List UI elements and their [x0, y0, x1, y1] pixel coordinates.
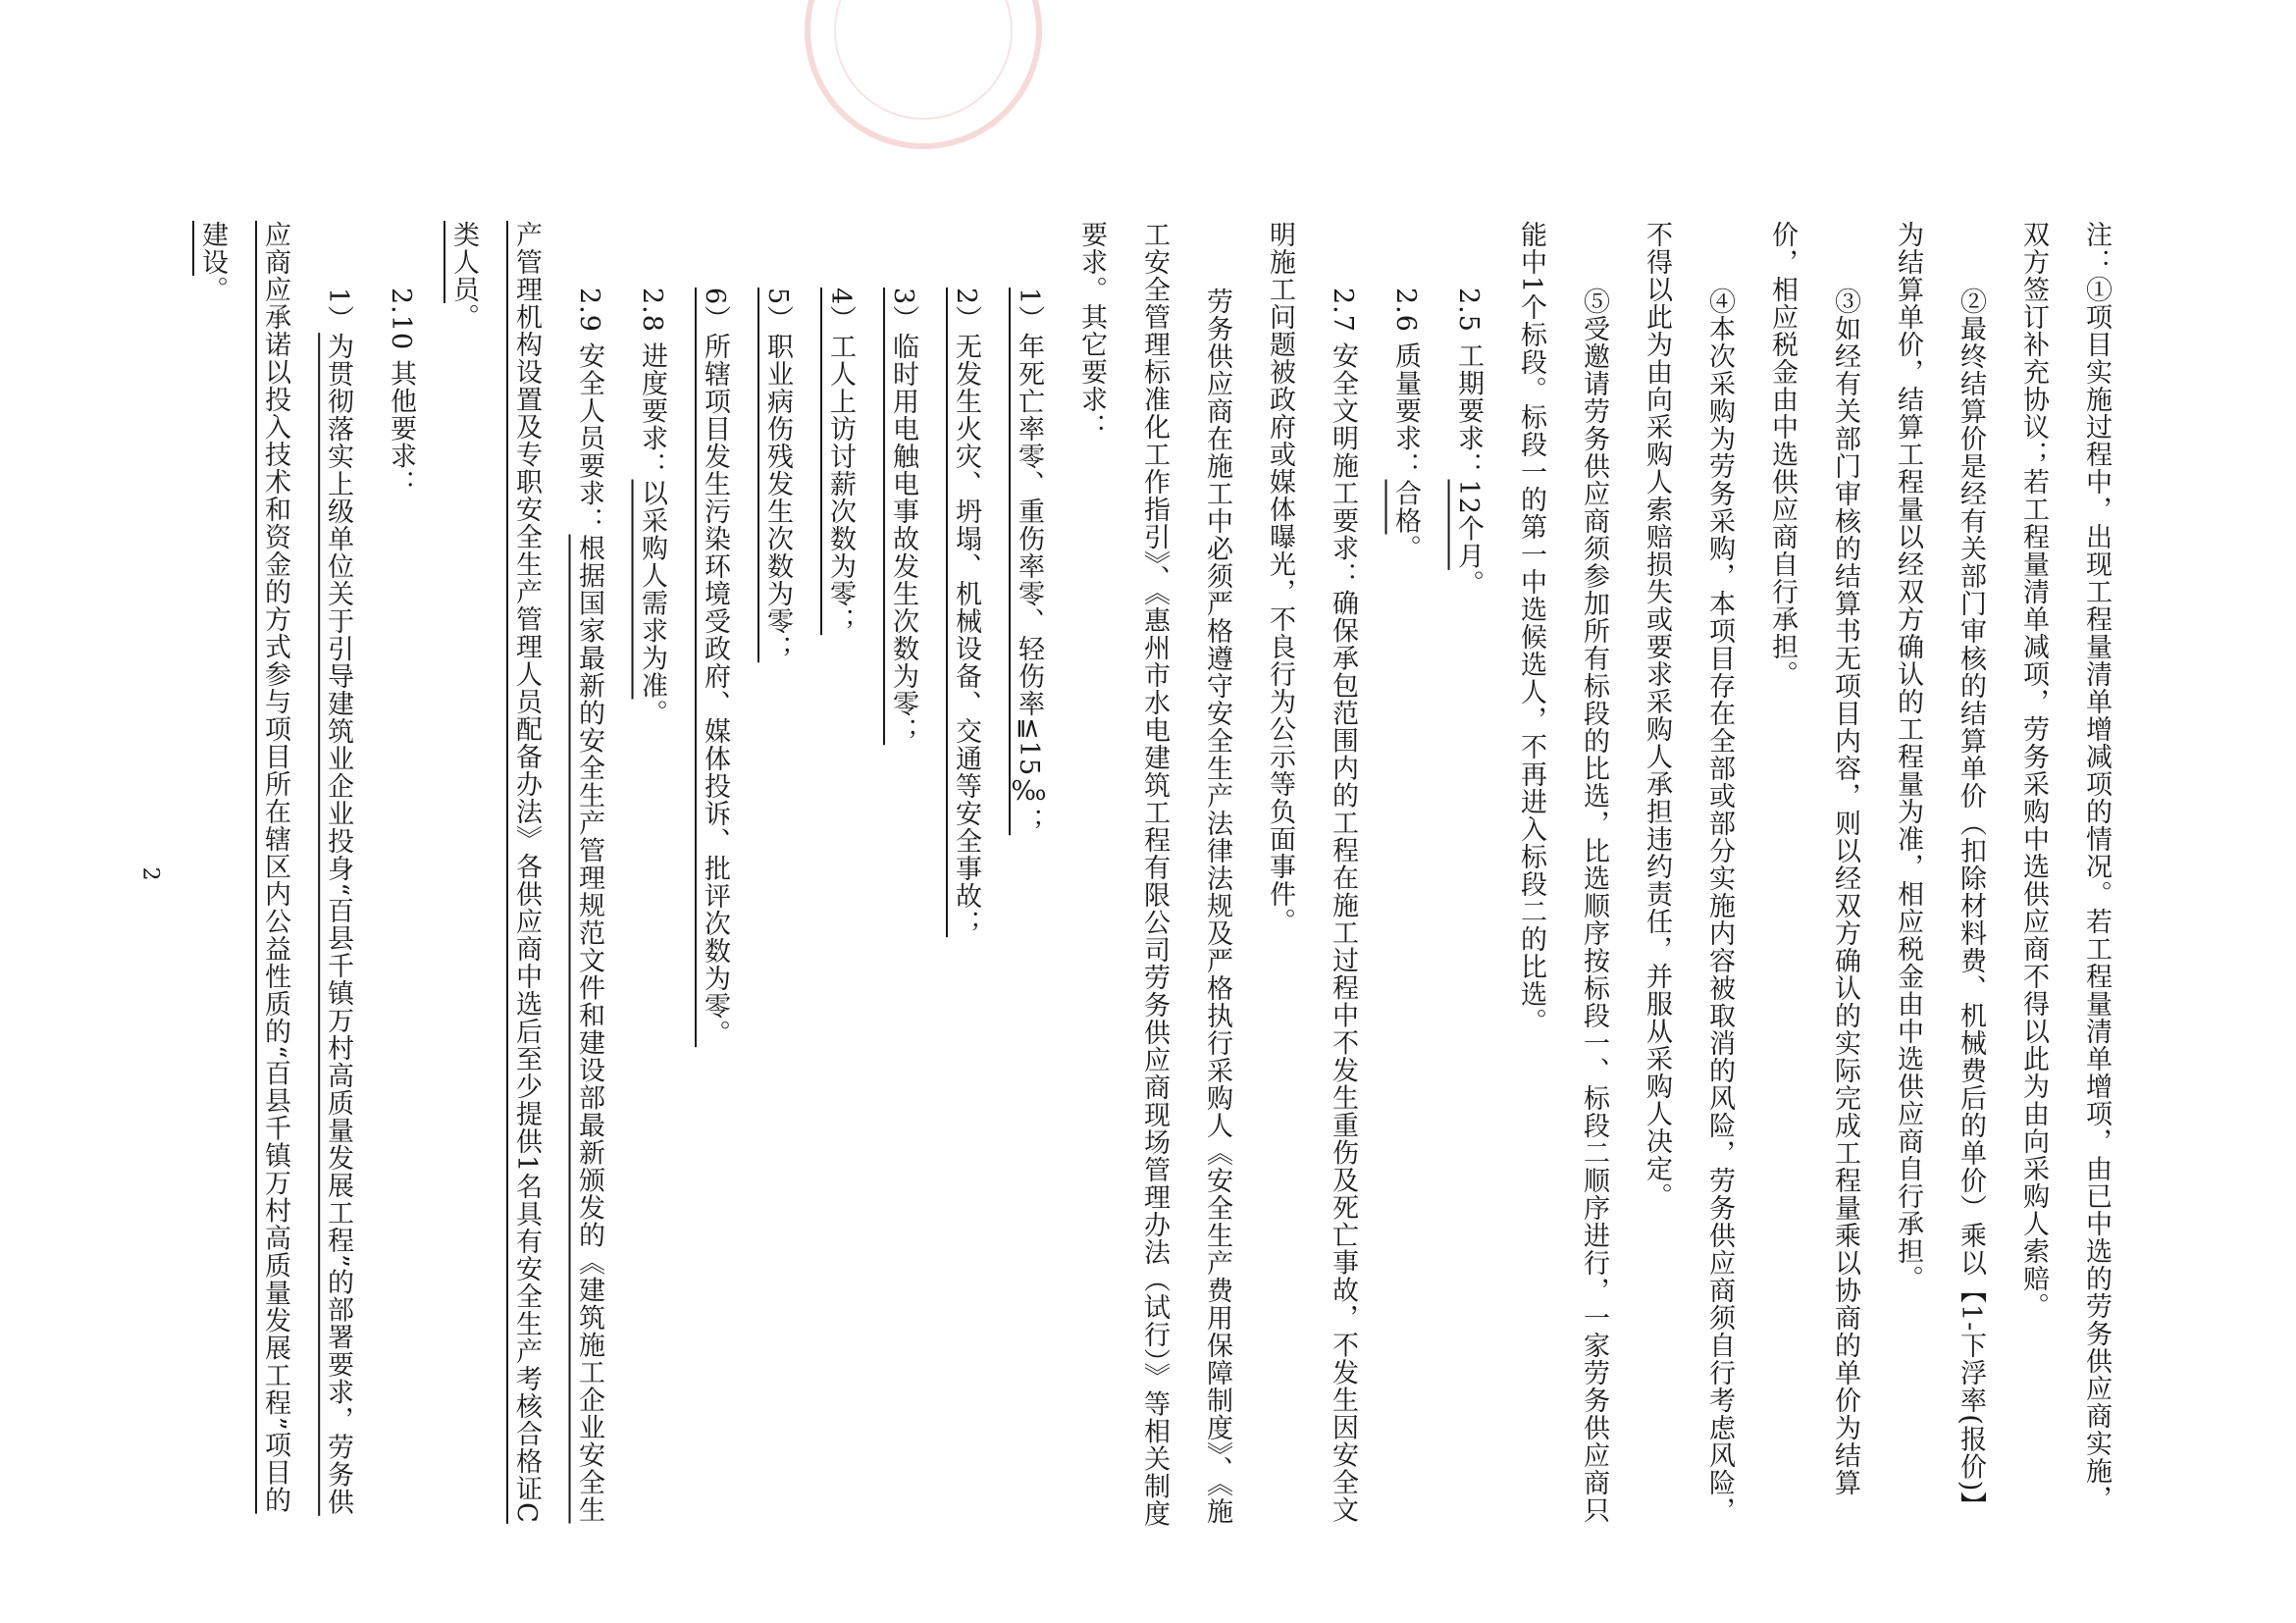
requirement-3	[871, 221, 934, 1536]
requirement-1	[997, 221, 1060, 1536]
red-seal-stamp	[805, 0, 1042, 149]
requirement-5-text: 5）职业病伤残发生次数为零；	[762, 287, 793, 662]
section-2-9-label: 2.9 安全人员要求：	[574, 287, 604, 535]
section-2-8-end: 。	[637, 699, 667, 727]
requirement-2-text: 2）无发生火灾、坍塌、机械设备、交通等安全事故；	[951, 287, 981, 937]
section-2-5-value: 12个月	[1453, 479, 1484, 570]
requirement-1-text: 1）年死亡率零、重伤率零、轻伤率≦15‰；	[1014, 287, 1044, 835]
section-2-7-continued: 劳务供应商在施工中必须严格遵守安全生产法律法规及严格执行采购人《安全生产费用保障制度》、《施工安全管理标准化工作指引》、《惠州市水电建筑工程有限公司劳务供应商现场管理办法（试行）》等相关制度要求。其它要求：	[1076, 221, 1232, 1528]
note-1: 注：①项目实施过程中，出现工程量清单增减项的情况。若工程量清单增项，由已中选的劳务供应商实施，双方签订补充协议；若工程量清单减项，劳务采购中选供应商不得以此为由向采购人索赔。	[2018, 221, 2112, 1512]
requirement-2	[934, 221, 997, 1536]
section-2-8	[620, 221, 683, 1536]
requirement-6	[683, 221, 746, 1536]
note-3: ③如经有关部门审核的结算书无项目内容，则以经双方确认的实际完成工程量乘以协商的单价为结算价，相应税金由中选供应商自行承担。	[1767, 221, 1860, 1496]
section-2-6-value: 合格	[1390, 479, 1421, 535]
other-requirement-1-prefix: 1）	[323, 287, 353, 333]
note-2: ②最终结算价是经有关部门审核的结算单价（扣除材料费、机械费后的单价）乘以【1-下浮率(报价)】为结算单价，结算工程量以经双方确认的工程量为准，相应税金由中选供应商自行承担。	[1893, 221, 1986, 1519]
section-2-6	[1374, 221, 1436, 1536]
section-2-7: 2.7 安全文明施工要求：确保承包范围内的工程在施工过程中不发生重伤及死亡事故，不发生因安全文明施工问题被政府或媒体曝光，不良行为公示等负面事件。	[1265, 221, 1358, 1524]
document-body	[197, 221, 2127, 1536]
section-2-6-end: 。	[1390, 534, 1421, 562]
page-number: 2	[137, 866, 163, 881]
section-2-5-end: 。	[1453, 569, 1484, 598]
other-requirement-1	[181, 221, 369, 1536]
requirement-6-text: 6）所辖项目发生污染环境受政府、媒体投诉、批评次数为零。	[700, 287, 730, 1047]
section-2-8-value: 以采购人需求为准	[637, 479, 667, 700]
section-2-5-label: 2.5 工期要求：	[1453, 287, 1484, 480]
requirement-5	[746, 221, 809, 1536]
section-2-8-label: 2.8 进度要求：	[637, 287, 667, 480]
section-2-9	[432, 221, 620, 1536]
section-2-5	[1436, 221, 1499, 1536]
requirement-4	[809, 221, 871, 1536]
section-2-10: 2.10 其他要求：	[386, 287, 416, 497]
other-requirement-1-end: 。	[197, 276, 228, 303]
requirement-4-text: 4）工人上访讨薪次数为零；	[825, 287, 856, 635]
section-2-9-value: 根据国家最新的安全生产管理规范文件和建设部最新颁发的《建筑施工企业安全生产管理机构设置及专职安全生产管理人员配备办法》各供应商中选后至少提供1名具有安全生产考核合格证C类人员	[448, 221, 604, 1524]
note-5: ⑤受邀请劳务供应商须参加所有标段的比选，比选顺序按标段一、标段二顺序进行，一家劳务供应商只能中1个标段。标段一的第一中选候选人，不再进入标段二的比选。	[1516, 221, 1609, 1524]
note-4: ④本次采购为劳务采购，本项目存在全部或部分实施内容被取消的风险，劳务供应商须自行考虑风险，不得以此为由向采购人索赔损失或要求采购人承担违约责任，并服从采购人决定。	[1642, 221, 1735, 1524]
other-requirement-1-text: 为贯彻落实上级单位关于引导建筑业企业投身“百县千镇万村高质量发展工程”的部署要求，劳务供应商应承诺以投入技术和资金的方式参与项目所在辖区内公益性质的“百县千镇万村高质量发展工程”项目的建设	[197, 221, 353, 1516]
requirement-3-text: 3）临时用电触电事故发生次数为零；	[888, 287, 918, 745]
section-2-6-label: 2.6 质量要求：	[1390, 287, 1421, 480]
section-2-9-end: 。	[448, 303, 479, 331]
